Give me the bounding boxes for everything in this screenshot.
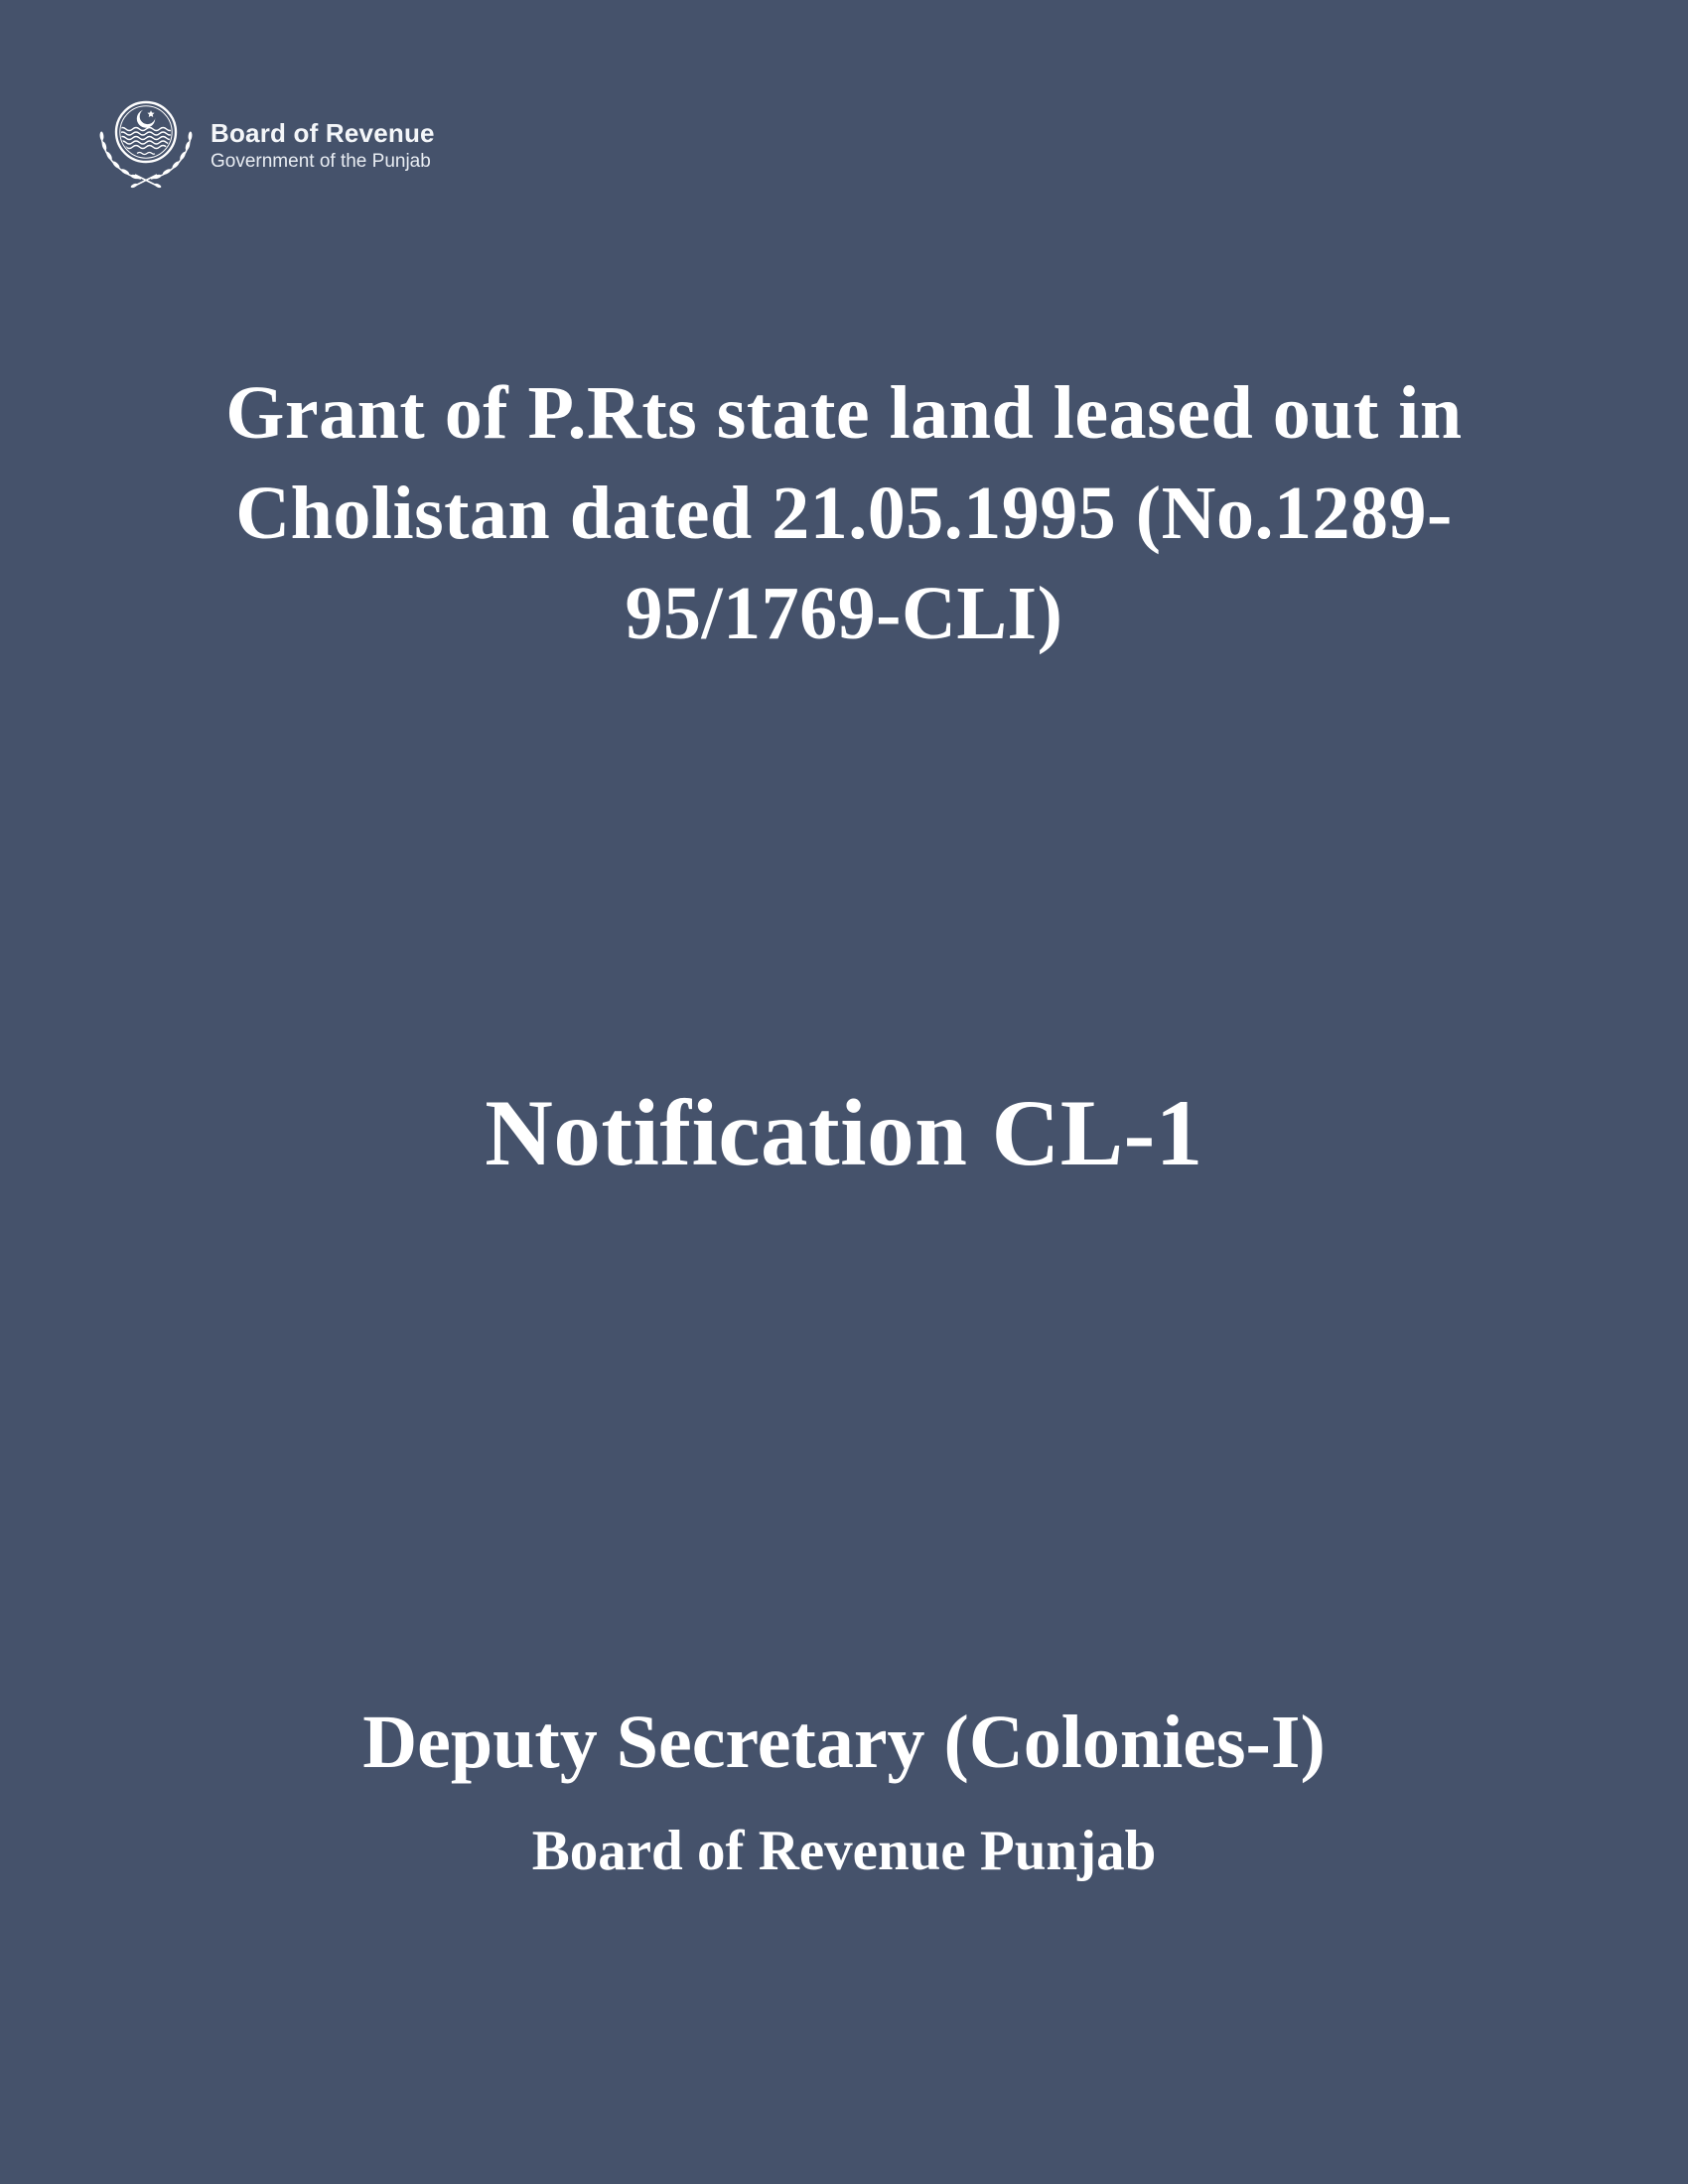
document-title-line: Grant of P.Rts state land leased out in (225, 371, 1463, 455)
organization-heading: Board of Revenue Punjab (531, 1820, 1157, 1882)
logo-org-name: Board of Revenue (211, 118, 435, 149)
document-title-line: 95/1769-CLI) (625, 572, 1063, 655)
board-of-revenue-logo (91, 87, 435, 191)
author-heading: Deputy Secretary (Colonies-I) (362, 1701, 1326, 1784)
notification-heading: Notification CL-1 (485, 1080, 1203, 1185)
logo-org-subtitle: Government of the Punjab (211, 151, 431, 173)
punjab-government-crest-icon (91, 87, 201, 191)
document-title (149, 363, 1539, 664)
document-title-line: Cholistan dated 21.05.1995 (No.1289- (235, 472, 1453, 555)
logo-text-block (211, 105, 435, 173)
